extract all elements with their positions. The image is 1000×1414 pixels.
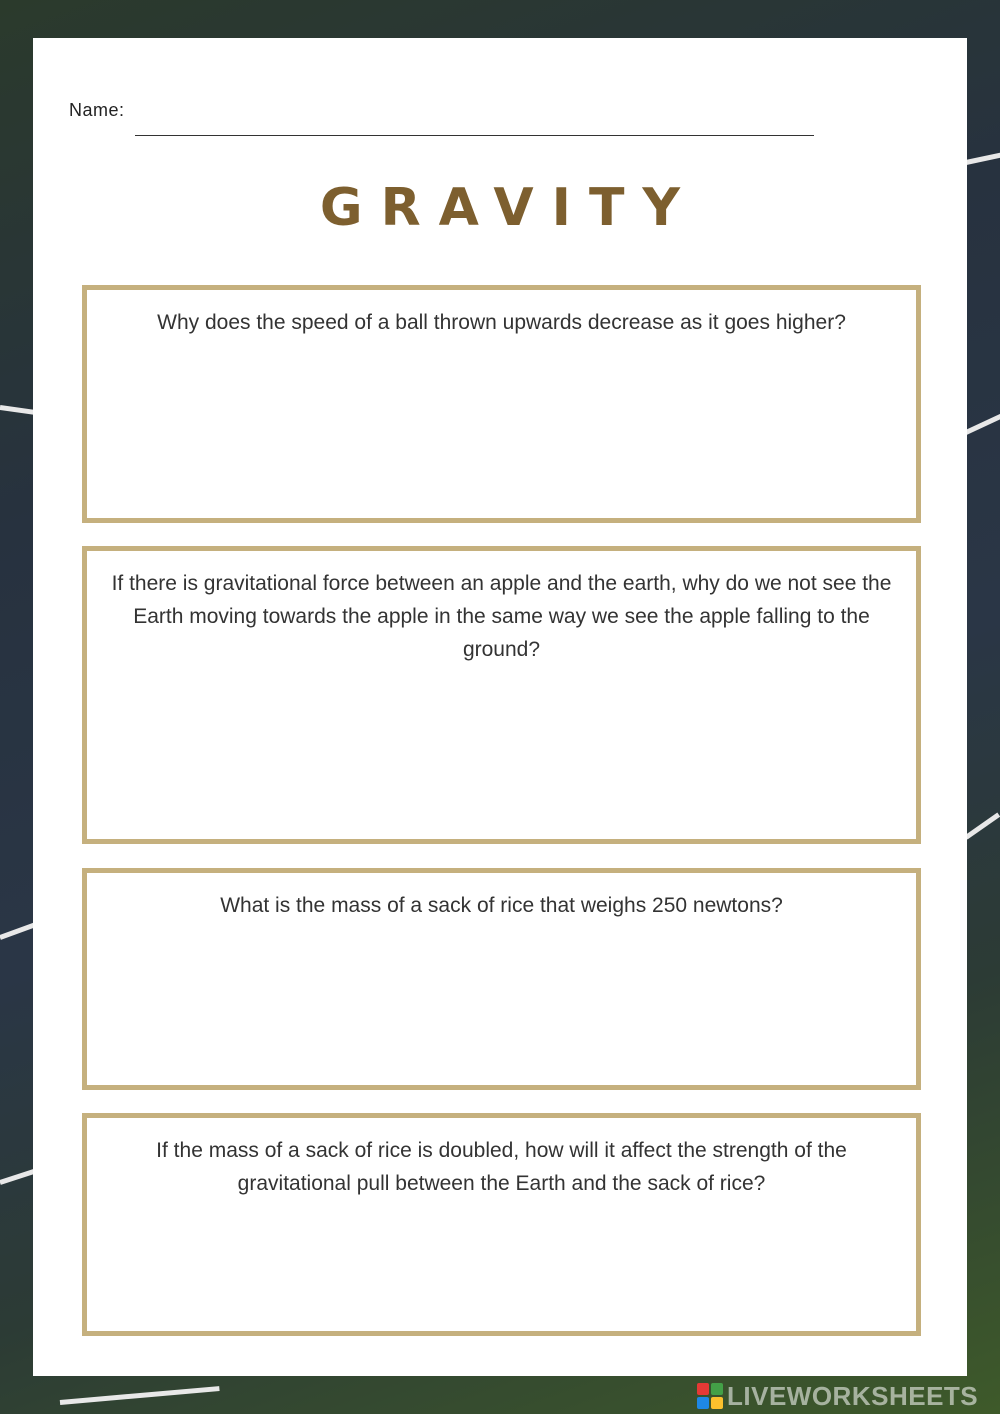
court-line xyxy=(965,813,1000,840)
question-text: If the mass of a sack of rice is doubled, how will it affect the strength of the gravitational pull between the Earth and the sack of rice? xyxy=(156,1139,847,1195)
name-input-line[interactable] xyxy=(135,135,814,136)
logo-square xyxy=(697,1397,709,1409)
court-line xyxy=(60,1386,220,1405)
court-line xyxy=(965,152,1000,165)
question-text: Why does the speed of a ball thrown upwards decrease as it goes higher? xyxy=(157,311,846,334)
question-box-2[interactable] xyxy=(82,546,921,844)
court-line xyxy=(965,413,1000,434)
logo-square xyxy=(711,1383,723,1395)
question-box-4[interactable] xyxy=(82,1113,921,1336)
logo-square xyxy=(697,1383,709,1395)
question-box-3[interactable] xyxy=(82,868,921,1090)
worksheet-title: GRAVITY xyxy=(319,178,699,238)
name-label: Name: xyxy=(69,100,125,120)
question-text: What is the mass of a sack of rice that weighs 250 newtons? xyxy=(220,894,783,917)
liveworksheets-logo-icon xyxy=(697,1383,723,1409)
worksheet-page xyxy=(33,38,967,1376)
question-text: If there is gravitational force between an apple and the earth, why do we not see the Earth moving towards the apple in the same way we see the apple falling to the ground? xyxy=(111,572,892,661)
question-box-1[interactable] xyxy=(82,285,921,523)
liveworksheets-watermark xyxy=(697,1382,978,1410)
logo-square xyxy=(711,1397,723,1409)
watermark-text: LIVEWORKSHEETS xyxy=(727,1380,979,1411)
